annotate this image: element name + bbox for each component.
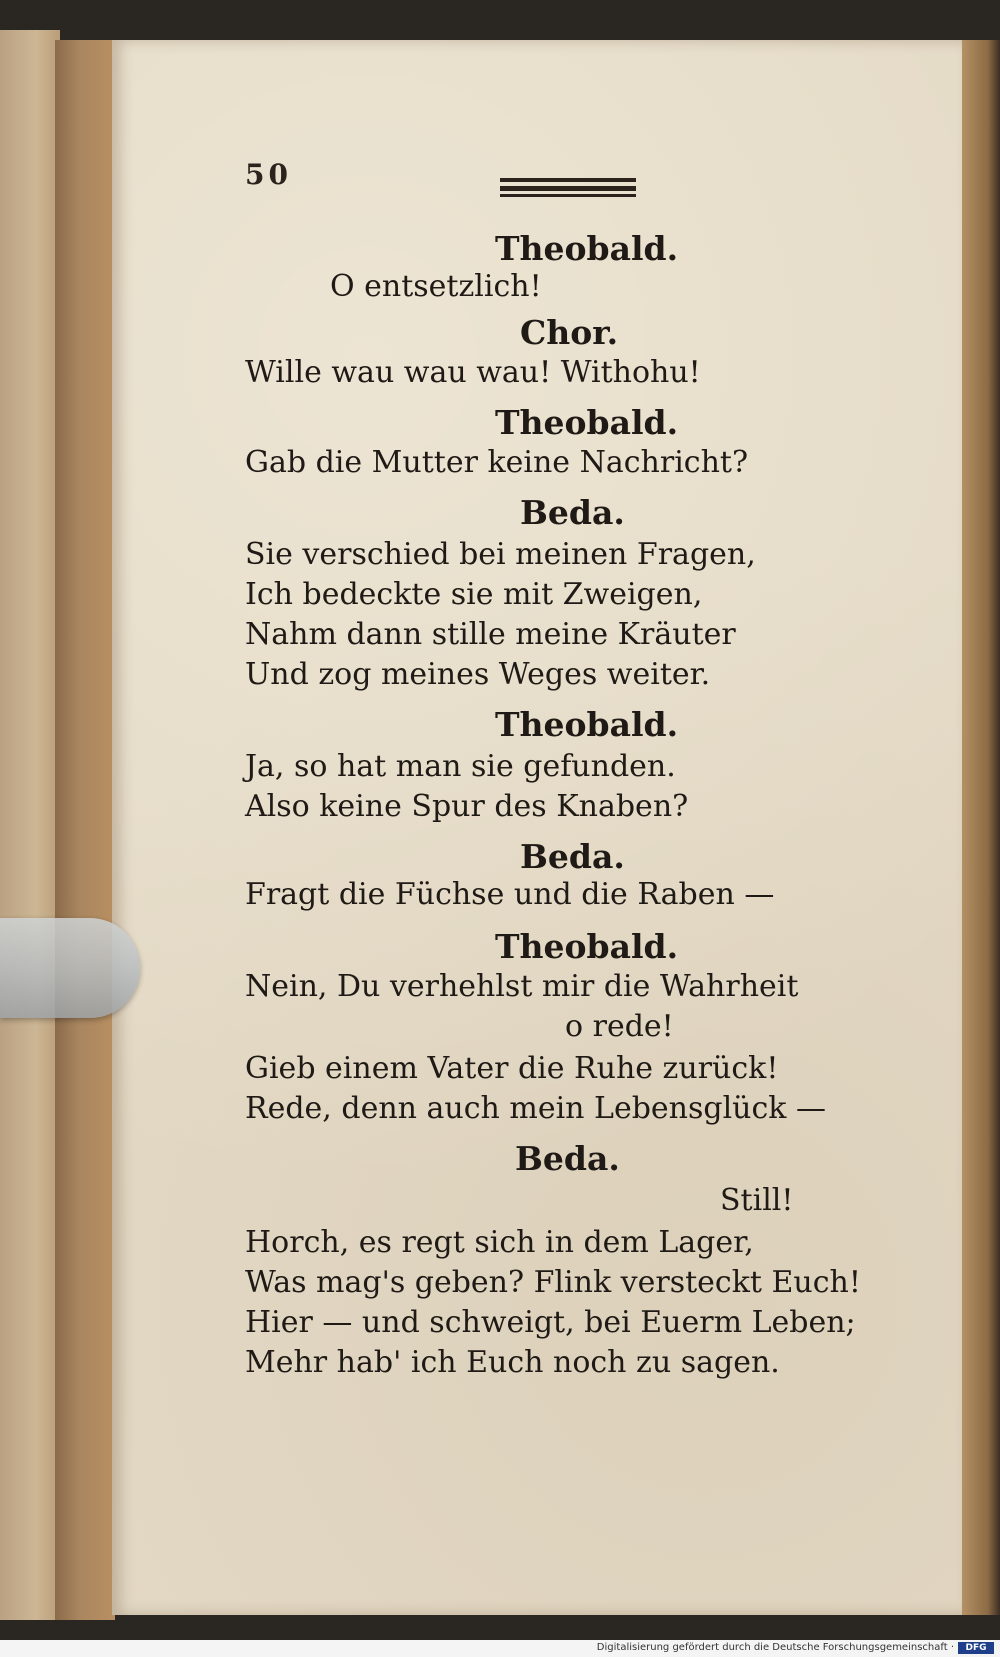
ornamental-rule [500,186,636,191]
speaker-name: Theobald. [495,229,679,268]
speaker-name: Beda. [520,837,625,876]
verse-line: Still! [720,1183,794,1218]
verse-line: Gieb einem Vater die Ruhe zurück! [245,1051,779,1086]
verse-line: Ja, so hat man sie gefunden. [245,749,676,784]
verse-line: Was mag's geben? Flink versteckt Euch! [245,1265,861,1300]
verse-line: Fragt die Füchse und die Raben — [245,877,775,912]
ornamental-rule [500,178,636,182]
verse-line: Nein, Du verhehlst mir die Wahrheit [245,969,799,1004]
speaker-name: Theobald. [495,927,679,966]
page-number: 50 [245,158,292,191]
dfg-logo: DFG [958,1642,994,1654]
ornamental-rule [500,194,636,197]
verse-line: Horch, es regt sich in dem Lager, [245,1225,754,1260]
speaker-name: Beda. [515,1139,620,1178]
speaker-name: Theobald. [495,705,679,744]
verse-line: Hier — und schweigt, bei Euerm Leben; [245,1305,856,1340]
speaker-name: Chor. [520,313,619,352]
speaker-name: Beda. [520,493,625,532]
verse-line: Wille wau wau wau! Withohu! [245,355,701,390]
verse-line: Rede, denn auch mein Lebensglück — [245,1091,827,1126]
footer-credit: Digitalisierung gefördert durch die Deutsche Forschungsgemeinschaft · [596,1642,954,1653]
speaker-name: Theobald. [495,403,679,442]
book-spine-edge [55,40,115,1620]
verse-line: Nahm dann stille meine Kräuter [245,617,736,652]
verse-line: O entsetzlich! [330,269,542,304]
verse-line: Gab die Mutter keine Nachricht? [245,445,749,480]
verse-line: Mehr hab' ich Euch noch zu sagen. [245,1345,780,1380]
verse-line: Und zog meines Weges weiter. [245,657,711,692]
verse-line: Sie verschied bei meinen Fragen, [245,537,756,572]
verse-line: Ich bedeckte sie mit Zweigen, [245,577,703,612]
book-edge-right [960,40,1000,1615]
book-edge-left [0,30,60,1620]
verse-line: Also keine Spur des Knaben? [245,789,689,824]
page-clip [0,918,140,1018]
verse-line: o rede! [565,1009,674,1044]
